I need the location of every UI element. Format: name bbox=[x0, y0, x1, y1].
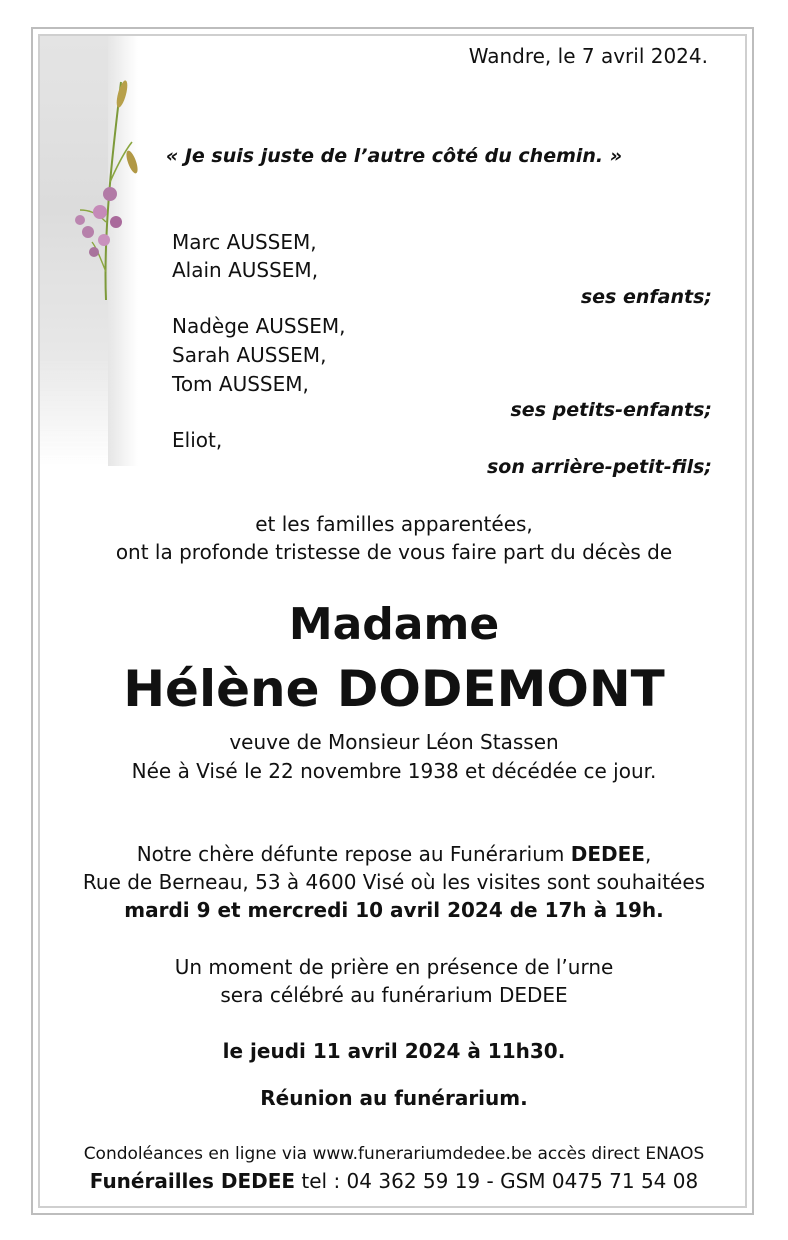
announcement-line: ont la profonde tristesse de vous faire part du décès de bbox=[115, 540, 673, 564]
funerarium-name: DEDEE bbox=[570, 842, 645, 866]
company-name: Funérailles DEDEE bbox=[89, 1169, 296, 1193]
grandchild-name: Nadège AUSSEM, bbox=[172, 314, 346, 338]
quote: « Je suis juste de l’autre côté du chemin. » bbox=[165, 145, 623, 167]
phone-numbers: tel : 04 362 59 19 - GSM 0475 71 54 08 bbox=[295, 1169, 699, 1193]
deceased-name: Hélène DODEMONT bbox=[123, 660, 665, 718]
widow-of-line: veuve de Monsieur Léon Stassen bbox=[229, 730, 559, 754]
grandchild-name: Tom AUSSEM, bbox=[172, 372, 309, 396]
announcement-line: et les familles apparentées, bbox=[255, 512, 533, 536]
prayer-line: Un moment de prière en présence de l’urne bbox=[174, 955, 614, 979]
grandchild-name: Sarah AUSSEM, bbox=[172, 343, 327, 367]
visitation-address: Rue de Berneau, 53 à 4600 Visé où les visites sont souhaitées bbox=[82, 870, 706, 894]
deceased-title: Madame bbox=[288, 599, 500, 650]
great-grandchild-name: Eliot, bbox=[172, 428, 223, 452]
birth-death-line: Née à Visé le 22 novembre 1938 et décédée ce jour. bbox=[131, 759, 657, 783]
visitation-text: Notre chère défunte repose au Funérarium bbox=[136, 842, 571, 866]
flower-illustration bbox=[66, 72, 146, 302]
contact-line bbox=[40, 1171, 748, 1191]
reunion-line: Réunion au funérarium. bbox=[260, 1086, 528, 1110]
visitation-comma: , bbox=[644, 842, 652, 866]
child-name: Marc AUSSEM, bbox=[172, 230, 317, 254]
prayer-line: sera célébré au funérarium DEDEE bbox=[220, 983, 568, 1007]
great-grandchild-label: son arrière-petit-fils; bbox=[486, 456, 712, 478]
child-name: Alain AUSSEM, bbox=[172, 258, 319, 282]
condolences-line: Condoléances en ligne via www.funerariumdedee.be accès direct ENAOS bbox=[83, 1144, 705, 1164]
date-line: Wandre, le 7 avril 2024. bbox=[468, 44, 708, 68]
visitation-line bbox=[40, 844, 748, 864]
prayer-datetime: le jeudi 11 avril 2024 à 11h30. bbox=[222, 1039, 566, 1063]
grandchildren-label: ses petits-enfants; bbox=[510, 399, 712, 421]
visitation-dates: mardi 9 et mercredi 10 avril 2024 de 17h à 19h. bbox=[124, 898, 664, 922]
children-label: ses enfants; bbox=[580, 286, 712, 308]
